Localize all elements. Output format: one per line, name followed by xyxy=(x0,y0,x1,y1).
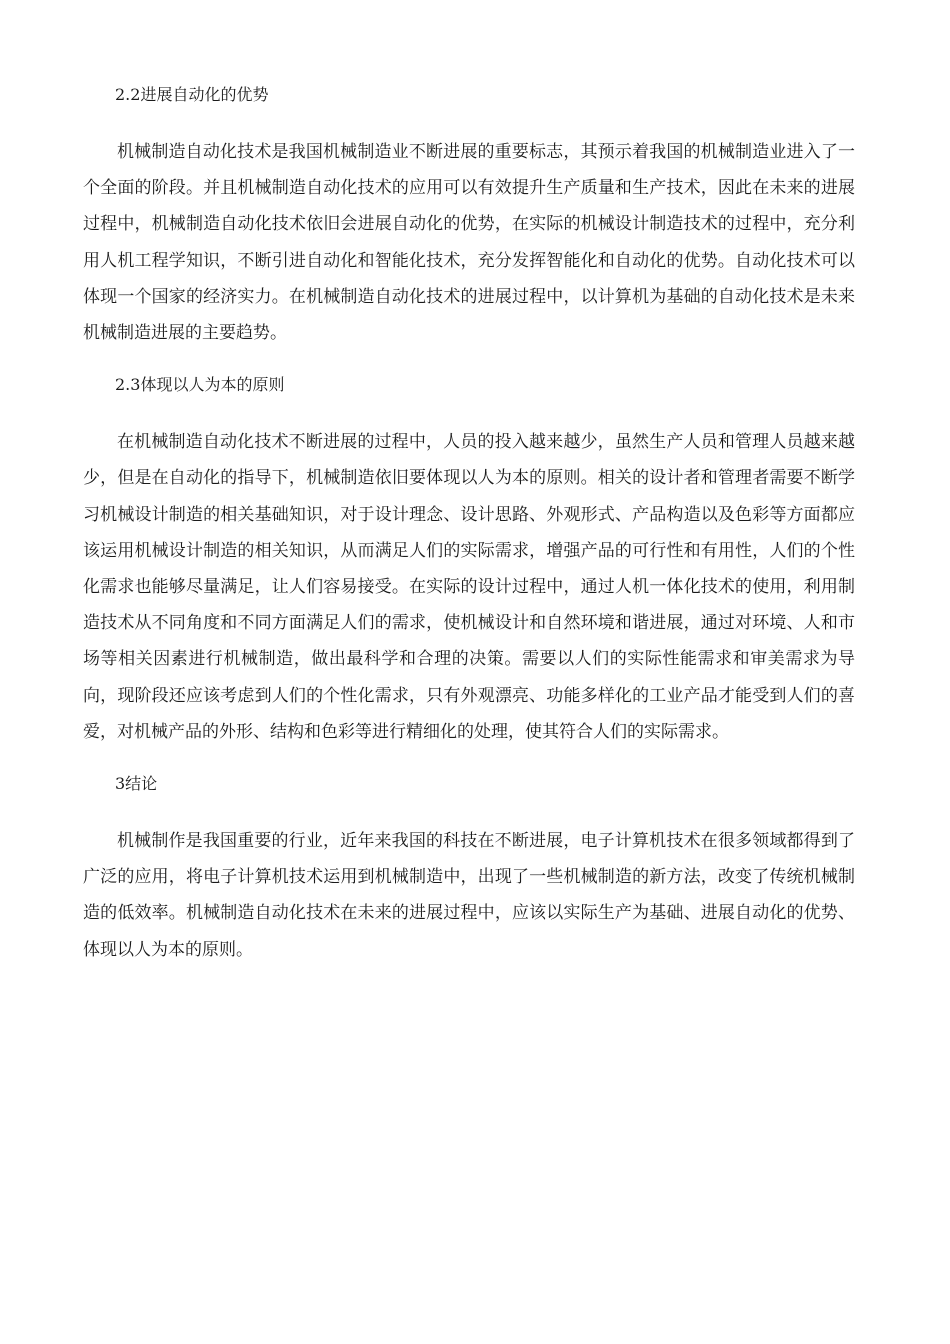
section-paragraph-3: 机械制作是我国重要的行业，近年来我国的科技在不断进展，电子计算机技术在很多领域都得到了广泛的应用，将电子计算机技术运用到机械制造中，出现了一些机械制造的新方法，改变了传统机械制造的低效率。机械制造自动化技术在未来的进展过程中，应该以实际生产为基础、进展自动化的优势、体现以人为本的原则。 xyxy=(83,831,855,960)
section-heading-3: 3结论 xyxy=(115,774,158,794)
section-heading-2-2: 2.2进展自动化的优势 xyxy=(115,85,269,104)
section-heading-2-3: 2.3体现以人为本的原则 xyxy=(115,375,285,395)
section-paragraph-2-2: 机械制造自动化技术是我国机械制造业不断进展的重要标志，其预示着我国的机械制造业进入了一个全面的阶段。并且机械制造自动化技术的应用可以有效提升生产质量和生产技术，因此在未来的进展过程中，机械制造自动化技术依旧会进展自动化的优势，在实际的机械设计制造技术的过程中，充分利用人机工程学知识，不断引进自动化和智能化技术，充分发挥智能化和自动化的优势。自动化技术可以体现一个国家的经济实力。在机械制造自动化技术的进展过程中，以计算机为基础的自动化技术是未来机械制造进展的主要趋势。 xyxy=(83,142,855,344)
section-paragraph-2-3: 在机械制造自动化技术不断进展的过程中，人员的投入越来越少，虽然生产人员和管理人员越来越少，但是在自动化的指导下，机械制造依旧要体现以人为本的原则。相关的设计者和管理者需要不断学习机械设计制造的相关基础知识，对于设计理念、设计思路、外观形式、产品构造以及色彩等方面都应该运用机械设计制造的相关知识，从而满足人们的实际需求，增强产品的可行性和有用性，人们的个性化需求也能够尽量满足，让人们容易接受。在实际的设计过程中，通过人机一体化技术的使用，利用制造技术从不同角度和不同方面满足人们的需求，使机械设计和自然环境和谐进展，通过对环境、人和市场等相关因素进行机械制造，做出最科学和合理的决策。需要以人们的实际性能需求和审美需求为导向，现阶段还应该考虑到人们的个性化需求，只有外观漂亮、功能多样化的工业产品才能受到人们的喜爱，对机械产品的外形、结构和色彩等进行精细化的处理，使其符合人们的实际需求。 xyxy=(83,432,855,742)
